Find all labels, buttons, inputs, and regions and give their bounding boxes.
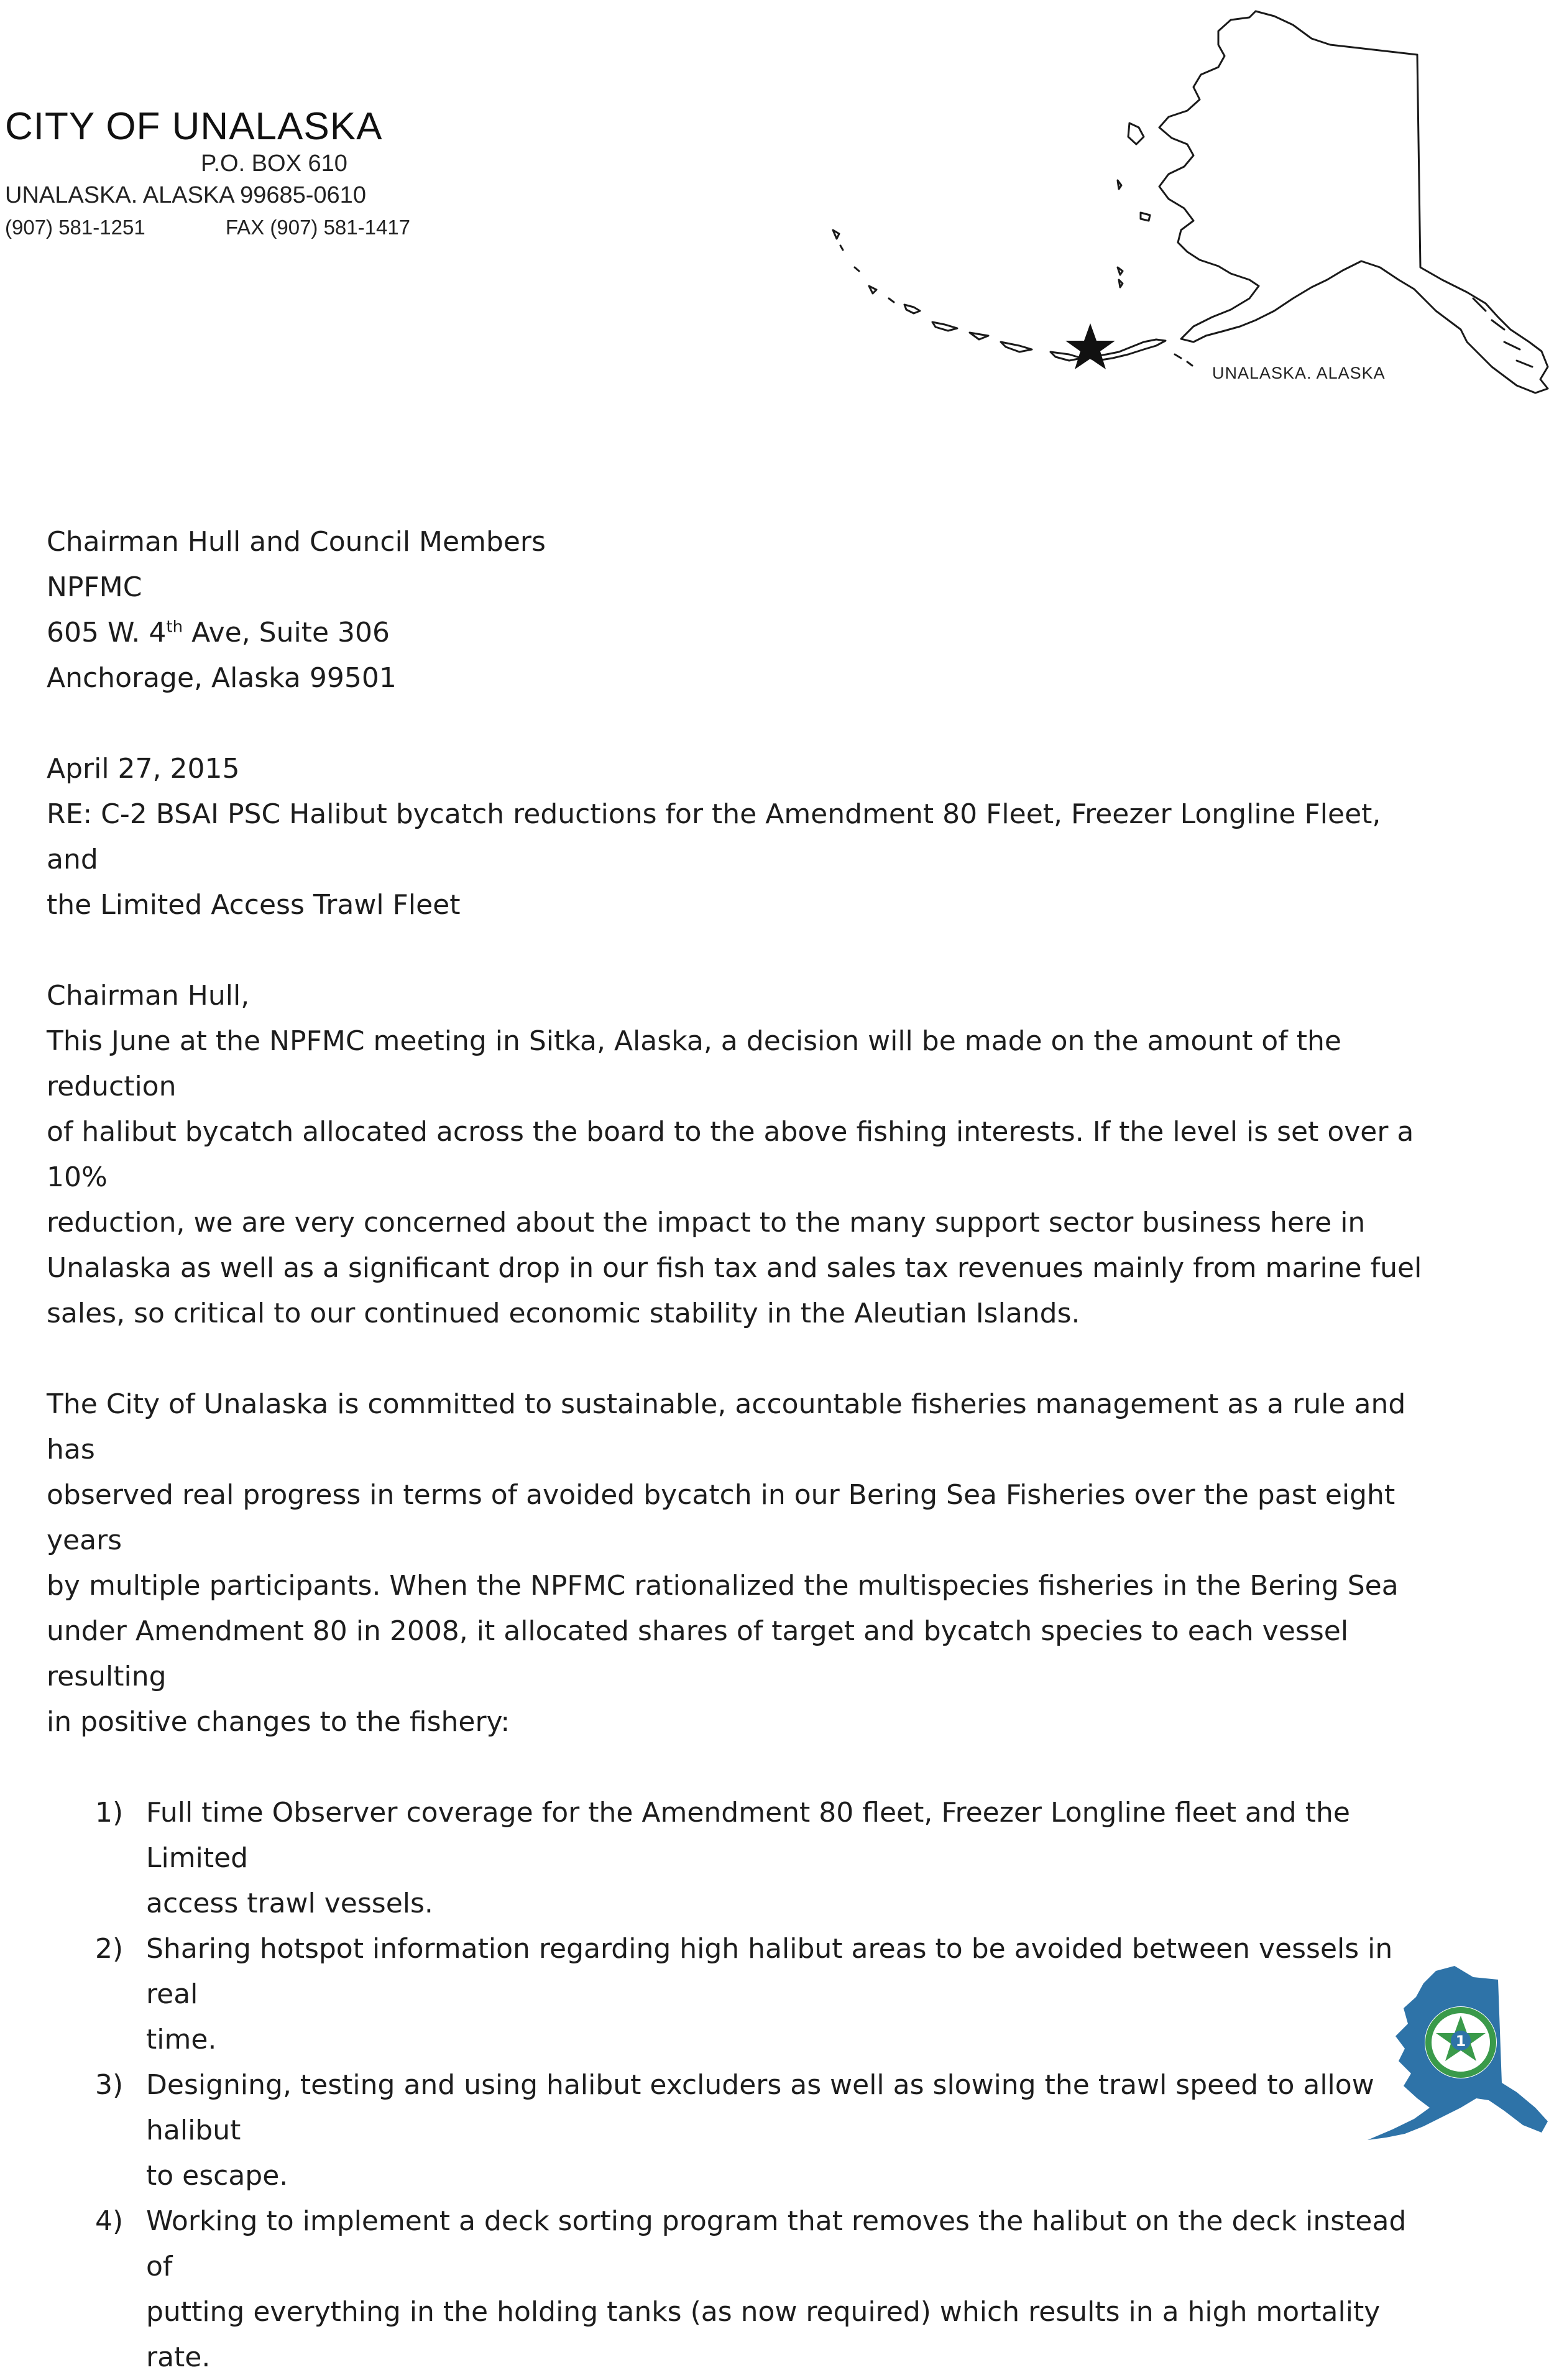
- city-name: CITY OF UNALASKA: [5, 105, 383, 148]
- list-line: Sharing hotspot information regarding high halibut areas to be avoided between vessels in real: [146, 1933, 1393, 2010]
- list-item: [47, 1926, 1433, 2062]
- list-line: Working to implement a deck sorting program that removes the halibut on the deck instead of: [146, 2205, 1407, 2282]
- changes-list: [47, 1790, 1433, 2380]
- alaska-map-icon: [821, 6, 1554, 404]
- phone-fax-line: [5, 216, 440, 239]
- list-line: access trawl vessels.: [146, 1888, 433, 1919]
- address-part: Ave, Suite 306: [183, 617, 390, 648]
- paragraph-line: by multiple participants. When the NPFMC rationalized the multispecies fisheries in the Bering Sea: [47, 1570, 1399, 1602]
- paragraph-2: [47, 1381, 1433, 1745]
- recipient-line: Chairman Hull and Council Members: [47, 526, 546, 558]
- list-item: [47, 1790, 1433, 1926]
- paragraph-line: observed real progress in terms of avoided bycatch in our Bering Sea Fisheries over the past eight years: [47, 1479, 1395, 1556]
- letter-date: April 27, 2015: [47, 753, 240, 785]
- recipient-line: NPFMC: [47, 571, 142, 603]
- phone-number: (907) 581-1251: [5, 215, 145, 239]
- paragraph-line: in positive changes to the fishery:: [47, 1706, 510, 1738]
- list-number: 1): [95, 1797, 124, 1829]
- paragraph-line: sales, so critical to our continued economic stability in the Aleutian Islands.: [47, 1298, 1080, 1329]
- letterhead: [5, 106, 440, 239]
- paragraph-line: of halibut bycatch allocated across the board to the above fishing interests. If the level is set over a 10%: [47, 1116, 1414, 1193]
- address-superscript: th: [166, 617, 183, 637]
- fax-number: FAX (907) 581-1417: [225, 215, 411, 239]
- recipient-block: [47, 519, 1433, 701]
- address-part: 605 W. 4: [47, 617, 167, 648]
- subject-line: RE: C-2 BSAI PSC Halibut bycatch reductions for the Amendment 80 Fleet, Freezer Longline Fleet, and: [47, 798, 1381, 875]
- list-number: 4): [95, 2205, 124, 2237]
- list-line: Designing, testing and using halibut excluders as well as slowing the trawl speed to allow halibut: [146, 2069, 1374, 2146]
- city-state-zip: UNALASKA. ALASKA 99685-0610: [5, 182, 366, 209]
- recipient-address: [47, 610, 1433, 655]
- list-item: [47, 2198, 1433, 2380]
- list-number: 2): [95, 1933, 124, 1965]
- paragraph-1: [47, 1018, 1433, 1336]
- list-line: time.: [146, 2024, 217, 2055]
- paragraph-line: Unalaska as well as a significant drop in our fish tax and sales tax revenues mainly from marine fuel: [47, 1252, 1422, 1284]
- list-number: 3): [95, 2069, 124, 2101]
- paragraph-line: under Amendment 80 in 2008, it allocated shares of target and bycatch species to each vessel resulting: [47, 1615, 1349, 1692]
- po-box: P.O. BOX 610: [201, 150, 347, 177]
- letter-body: [47, 519, 1433, 2380]
- list-item: [47, 2062, 1433, 2198]
- seal-number: 1: [1455, 2032, 1466, 2050]
- city-seal-icon: [1355, 1958, 1554, 2141]
- salutation: Chairman Hull,: [47, 980, 250, 1012]
- map-label: UNALASKA. ALASKA: [1212, 364, 1386, 382]
- paragraph-line: The City of Unalaska is committed to sustainable, accountable fisheries management as a rule and has: [47, 1388, 1406, 1465]
- paragraph-line: This June at the NPFMC meeting in Sitka, Alaska, a decision will be made on the amount of the reduction: [47, 1025, 1341, 1102]
- recipient-line: Anchorage, Alaska 99501: [47, 662, 397, 694]
- list-line: Full time Observer coverage for the Amendment 80 fleet, Freezer Longline fleet and the Limited: [146, 1797, 1350, 1874]
- paragraph-line: reduction, we are very concerned about the impact to the many support sector business here in: [47, 1207, 1366, 1238]
- subject-line: the Limited Access Trawl Fleet: [47, 889, 461, 921]
- list-line: putting everything in the holding tanks (as now required) which results in a high mortality rate.: [146, 2296, 1381, 2373]
- list-line: to escape.: [146, 2160, 288, 2192]
